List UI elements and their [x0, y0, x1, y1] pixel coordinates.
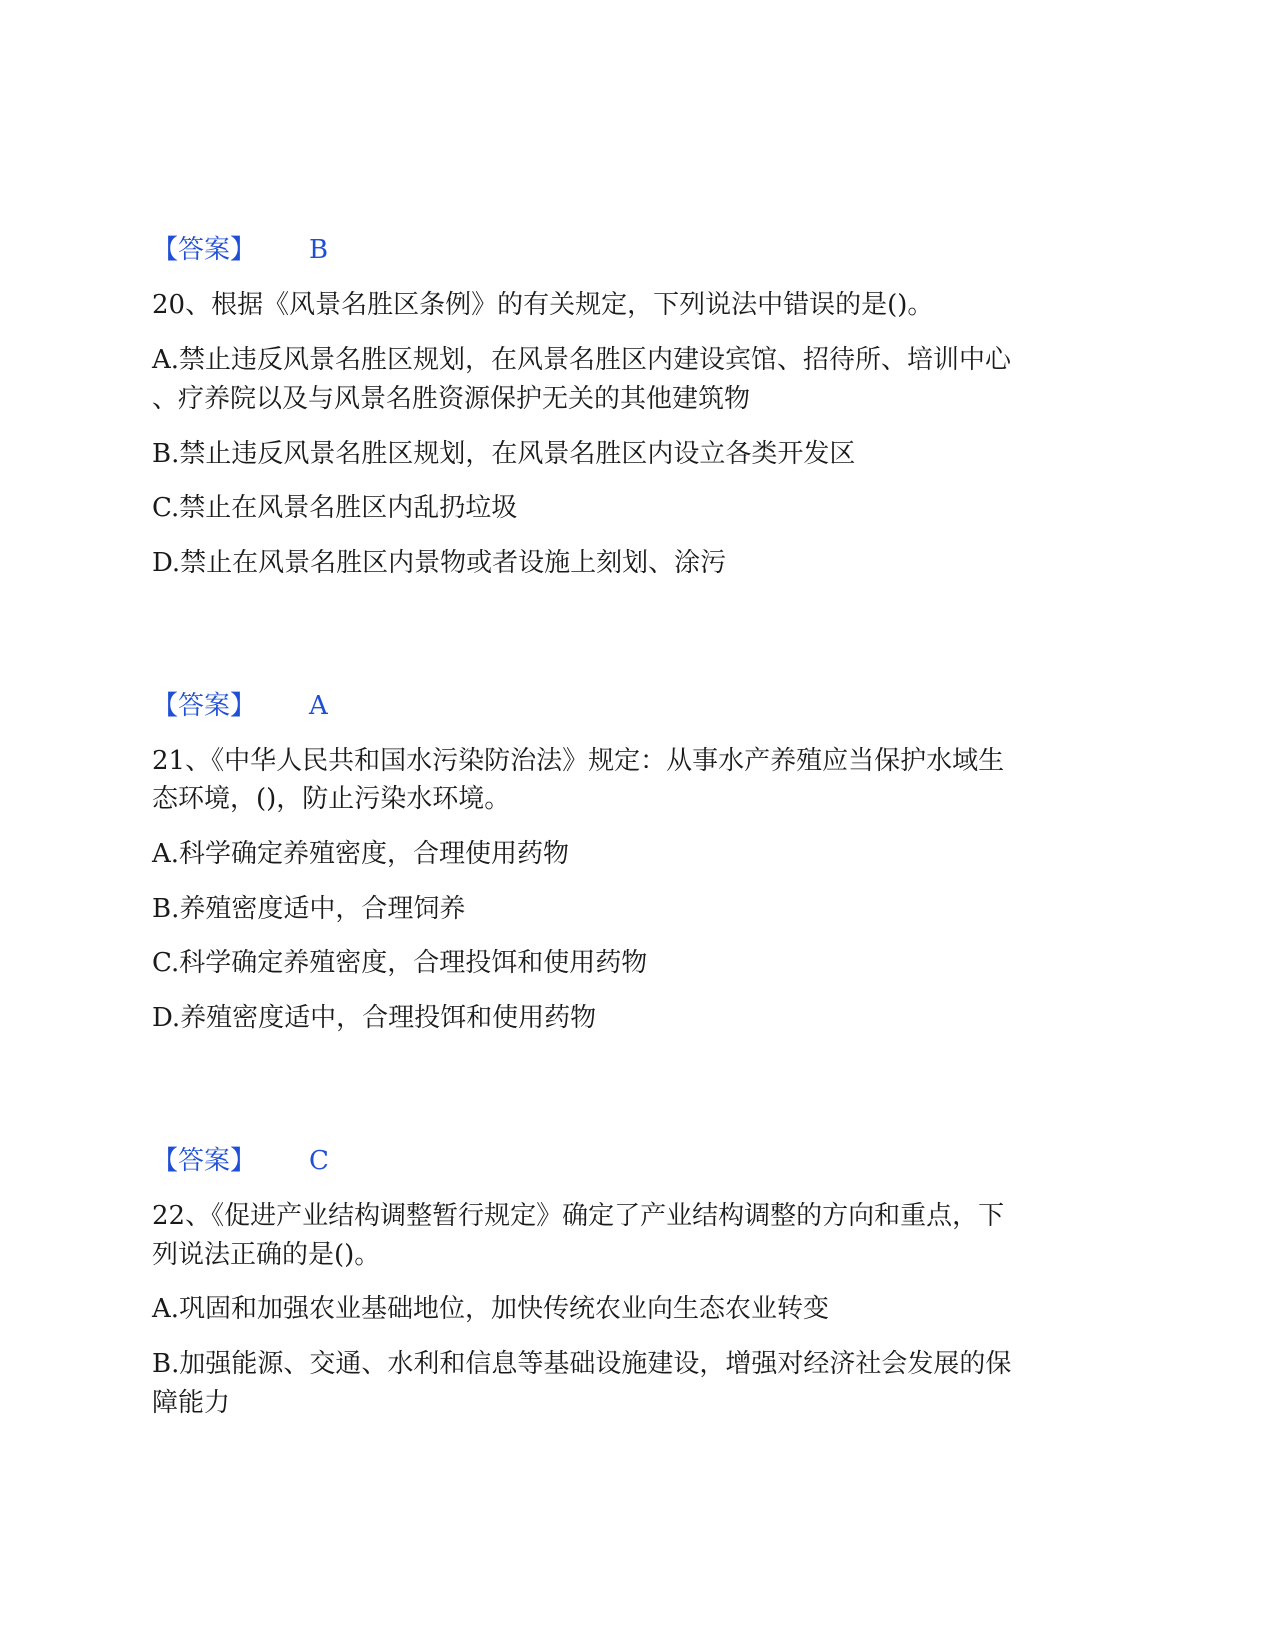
- answer-value: C: [309, 1146, 329, 1176]
- answer-line: [152, 1143, 329, 1179]
- option-d: D.禁止在风景名胜区内景物或者设施上刻划、涂污: [152, 548, 727, 578]
- option-a: A.科学确定养殖密度，合理使用药物: [152, 839, 570, 869]
- option-b-line-2: 障能力: [152, 1388, 231, 1418]
- question-text-line-2: 列说法正确的是()。: [152, 1240, 381, 1270]
- option-c: C.禁止在风景名胜区内乱扔垃圾: [152, 493, 518, 523]
- question-text-line-1: 21、《中华人民共和国水污染防治法》规定：从事水产养殖应当保护水域生: [152, 746, 1005, 776]
- answer-label: 【答案】: [152, 691, 257, 721]
- answer-label: 【答案】: [152, 1146, 257, 1176]
- option-d: D.养殖密度适中，合理投饵和使用药物: [152, 1003, 597, 1033]
- option-a-line-2: 、疗养院以及与风景名胜资源保护无关的其他建筑物: [152, 384, 751, 414]
- option-c: C.科学确定养殖密度，合理投饵和使用药物: [152, 948, 648, 978]
- answer-value: B: [309, 235, 329, 265]
- option-b-line-1: B.加强能源、交通、水利和信息等基础设施建设，增强对经济社会发展的保: [152, 1349, 1012, 1379]
- question-text: 20、根据《风景名胜区条例》的有关规定，下列说法中错误的是()。: [152, 290, 934, 320]
- answer-label: 【答案】: [152, 235, 257, 265]
- answer-line: [152, 688, 328, 724]
- question-text-line-2: 态环境，()，防止污染水环境。: [152, 784, 511, 814]
- question-text-line-1: 22、《促进产业结构调整暂行规定》确定了产业结构调整的方向和重点，下: [152, 1201, 1005, 1231]
- option-a: A.巩固和加强农业基础地位，加快传统农业向生态农业转变: [152, 1294, 830, 1324]
- option-b: B.禁止违反风景名胜区规划，在风景名胜区内设立各类开发区: [152, 439, 856, 469]
- option-b: B.养殖密度适中，合理饲养: [152, 894, 466, 924]
- answer-value: A: [309, 691, 328, 721]
- answer-line: [152, 232, 329, 268]
- option-a-line-1: A.禁止违反风景名胜区规划，在风景名胜区内建设宾馆、招待所、培训中心: [152, 345, 1012, 375]
